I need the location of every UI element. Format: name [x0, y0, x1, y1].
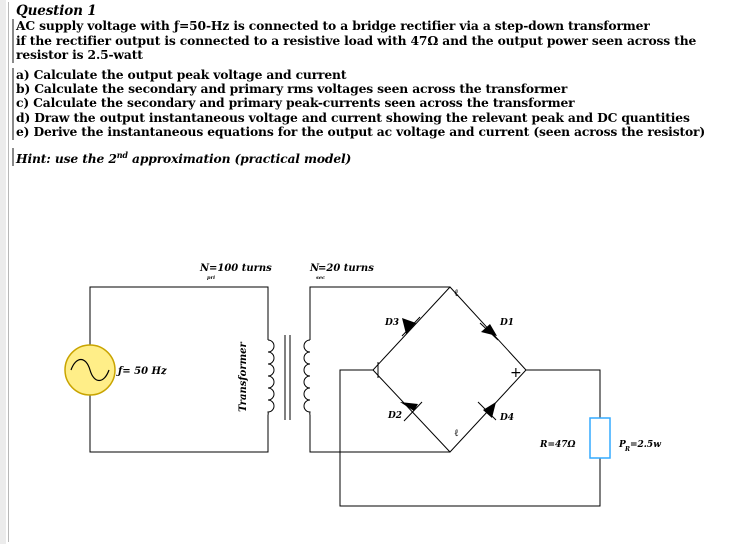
npri-symbol: N — [200, 263, 210, 274]
hint-sup: nd — [116, 149, 128, 160]
part-a: a) Calculate the output peak voltage and current — [16, 66, 347, 82]
d2-label: D2 — [388, 411, 403, 421]
question-title: Question 1 — [16, 3, 97, 19]
power-label-p: P — [619, 440, 626, 450]
secondary-coil — [304, 340, 310, 415]
plus-mark: + — [510, 365, 522, 381]
d1-label: D1 — [500, 318, 515, 328]
wires — [90, 287, 600, 506]
power-label-sub: R — [625, 446, 630, 453]
part-e: e) Derive the instantaneous equations for the output ac voltage and current (seen across the resistor) — [16, 124, 706, 140]
wire-secondary-bottom — [310, 415, 450, 452]
bridge-diamond — [373, 287, 526, 452]
resistor — [590, 418, 610, 458]
hint-prefix: Hint: use the 2 — [16, 150, 117, 166]
wire-output-positive — [526, 370, 600, 418]
primary-coil — [268, 340, 274, 415]
diode-d1 — [480, 323, 498, 340]
wire-secondary-top — [310, 287, 450, 340]
statement-line-1: AC supply voltage with ƒ=50-Hz is connected to a bridge rectifier via a step-down transformer — [16, 18, 650, 34]
diode-d3 — [402, 317, 420, 336]
transformer-label: Transformer — [238, 342, 249, 412]
resistor-label: R=47Ω — [540, 440, 576, 450]
diode-d4 — [478, 402, 496, 420]
source-frequency-label: ƒ= 50 Hz — [118, 366, 167, 377]
npri-value: =100 turns — [209, 263, 272, 274]
wire-output-negative — [340, 370, 600, 506]
part-c: c) Calculate the secondary and primary peak-currents seen across the transformer — [16, 95, 575, 111]
node-mark-bottom: ℓ — [454, 428, 459, 439]
part-d: d) Draw the output instantaneous voltage and current showing the relevant peak and DC quantities — [16, 109, 690, 125]
nsec-symbol: N — [310, 263, 320, 274]
hint-suffix: approximation (practical model) — [132, 150, 352, 166]
nsec-sub: sec — [316, 275, 326, 281]
part-b: b) Calculate the secondary and primary rms voltages seen across the transformer — [16, 81, 568, 97]
ac-source — [65, 345, 115, 395]
npri-sub: pri — [207, 275, 216, 281]
power-label-value: =2.5w — [630, 440, 661, 450]
statement-line-2: if the rectifier output is connected to a resistive load with 47Ω and the output power seen across the resistor is 2.5-watt — [16, 32, 697, 63]
nsec-value: =20 turns — [318, 263, 374, 274]
transformer — [268, 335, 310, 420]
d4-label: D4 — [500, 413, 515, 423]
wire-primary-top — [90, 287, 268, 345]
node-mark-top: ℓ — [454, 288, 459, 299]
diode-d4-triangle — [483, 402, 496, 418]
d3-label: D3 — [385, 318, 400, 328]
